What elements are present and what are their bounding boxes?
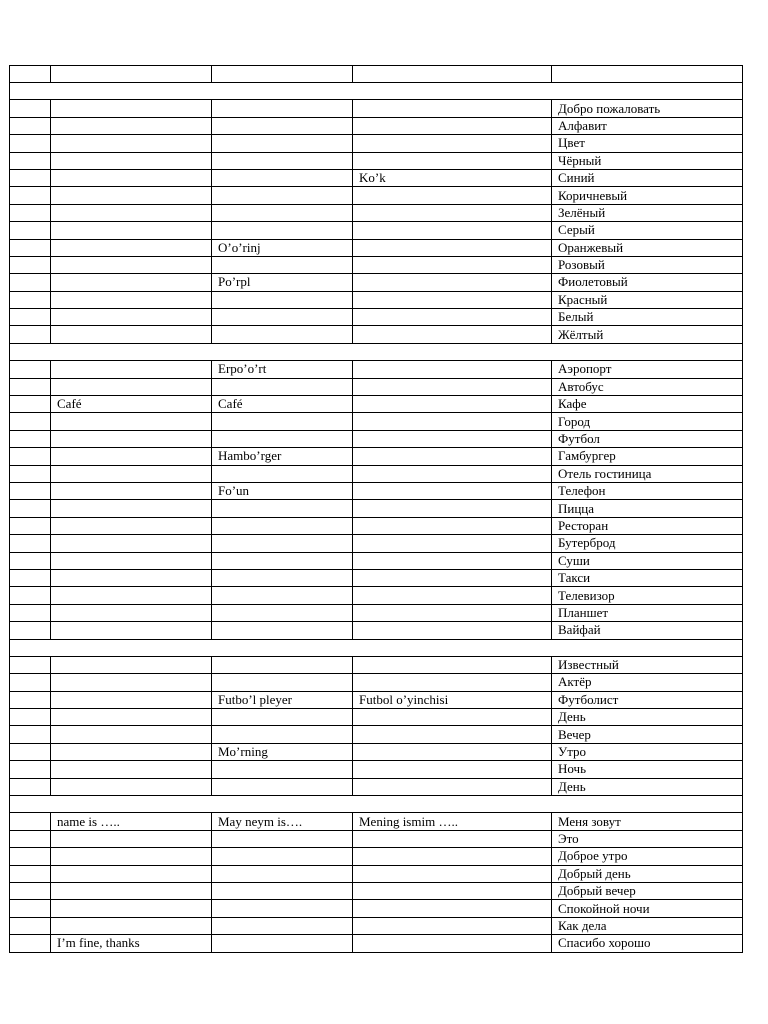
cell-russian: Известный — [552, 656, 743, 673]
cell-russian: Бутерброд — [552, 535, 743, 552]
cell-number — [10, 569, 51, 586]
cell-uzbek: Mening ismim ….. — [353, 813, 552, 830]
cell-english — [51, 291, 212, 308]
table-row — [10, 691, 743, 708]
cell-number — [10, 900, 51, 917]
cell-uzbek — [353, 396, 552, 413]
cell-pronunciation — [212, 117, 353, 134]
cell-number — [10, 204, 51, 221]
cell-pronunciation — [212, 135, 353, 152]
table-row — [10, 761, 743, 778]
cell-english — [51, 674, 212, 691]
cell-russian: Доброе утро — [552, 848, 743, 865]
cell-uzbek — [353, 743, 552, 760]
cell-number — [10, 274, 51, 291]
cell-english — [51, 535, 212, 552]
table-row — [10, 100, 743, 117]
cell-english — [51, 709, 212, 726]
cell-number — [10, 917, 51, 934]
table-row — [10, 587, 743, 604]
cell-uzbek — [353, 117, 552, 134]
cell-russian: Футбол — [552, 430, 743, 447]
table-row — [10, 326, 743, 343]
cell-english — [51, 169, 212, 186]
cell-uzbek — [353, 709, 552, 726]
cell-number — [10, 378, 51, 395]
cell-uzbek — [353, 326, 552, 343]
cell-pronunciation — [212, 622, 353, 639]
cell-number — [10, 448, 51, 465]
table-row — [10, 396, 743, 413]
table-row — [10, 882, 743, 899]
cell-english — [51, 500, 212, 517]
cell-russian: Коричневый — [552, 187, 743, 204]
cell-uzbek — [353, 361, 552, 378]
cell-pronunciation — [212, 569, 353, 586]
cell-uzbek — [353, 761, 552, 778]
cell-pronunciation: May neym is…. — [212, 813, 353, 830]
cell-uzbek — [353, 413, 552, 430]
cell-uzbek — [353, 152, 552, 169]
table-row — [10, 552, 743, 569]
table-row — [10, 569, 743, 586]
cell-uzbek — [353, 482, 552, 499]
cell-uzbek — [353, 778, 552, 795]
cell-number — [10, 848, 51, 865]
cell-russian: Пицца — [552, 500, 743, 517]
cell-uzbek — [353, 256, 552, 273]
table-row — [10, 813, 743, 830]
table-row — [10, 187, 743, 204]
cell-english — [51, 152, 212, 169]
cell-pronunciation — [212, 917, 353, 934]
cell-russian: Добро пожаловать — [552, 100, 743, 117]
table-row — [10, 222, 743, 239]
section-separator-row — [10, 796, 743, 813]
table-row — [10, 848, 743, 865]
cell-english — [51, 761, 212, 778]
section-separator-cell — [10, 796, 743, 813]
cell-pronunciation — [212, 900, 353, 917]
cell-number — [10, 709, 51, 726]
table-row — [10, 935, 743, 952]
vocabulary-table — [9, 65, 743, 953]
cell-pronunciation — [212, 761, 353, 778]
cell-uzbek: Futbol o’yinchisi — [353, 691, 552, 708]
cell-number — [10, 761, 51, 778]
cell-number — [10, 152, 51, 169]
cell-uzbek — [353, 448, 552, 465]
table-row — [10, 465, 743, 482]
cell-uzbek — [353, 274, 552, 291]
cell-uzbek — [353, 517, 552, 534]
cell-pronunciation: Café — [212, 396, 353, 413]
cell-english — [51, 726, 212, 743]
cell-number — [10, 726, 51, 743]
cell-russian: День — [552, 778, 743, 795]
cell-english — [51, 604, 212, 621]
cell-uzbek — [353, 674, 552, 691]
cell-english — [51, 848, 212, 865]
vocabulary-table-body — [10, 66, 743, 953]
cell-russian: Жёлтый — [552, 326, 743, 343]
cell-number — [10, 413, 51, 430]
cell-uzbek — [353, 569, 552, 586]
table-row — [10, 517, 743, 534]
cell-pronunciation — [212, 187, 353, 204]
cell-number — [10, 865, 51, 882]
cell-english — [51, 222, 212, 239]
cell-number — [10, 187, 51, 204]
cell-pronunciation — [212, 256, 353, 273]
cell-pronunciation: Po’rpl — [212, 274, 353, 291]
table-row — [10, 117, 743, 134]
cell-number — [10, 291, 51, 308]
cell-number — [10, 465, 51, 482]
cell-pronunciation — [212, 935, 353, 952]
table-row — [10, 448, 743, 465]
cell-number — [10, 535, 51, 552]
table-row — [10, 256, 743, 273]
table-row — [10, 726, 743, 743]
cell-number — [10, 552, 51, 569]
cell-english — [51, 326, 212, 343]
cell-number — [10, 691, 51, 708]
cell-number — [10, 135, 51, 152]
cell-number — [10, 309, 51, 326]
cell-russian: Фиолетовый — [552, 274, 743, 291]
cell-english — [51, 204, 212, 221]
cell-uzbek — [353, 204, 552, 221]
section-separator-cell — [10, 343, 743, 360]
cell-russian: День — [552, 709, 743, 726]
cell-pronunciation — [212, 378, 353, 395]
cell-pronunciation — [212, 882, 353, 899]
cell-russian: Оранжевый — [552, 239, 743, 256]
cell-uzbek — [353, 222, 552, 239]
cell-english — [51, 517, 212, 534]
cell-pronunciation — [212, 709, 353, 726]
cell-pronunciation — [212, 865, 353, 882]
cell-russian: Утро — [552, 743, 743, 760]
cell-russian: Телевизор — [552, 587, 743, 604]
cell-pronunciation — [212, 326, 353, 343]
cell-number — [10, 430, 51, 447]
cell-pronunciation — [212, 535, 353, 552]
cell-pronunciation: Mo’rning — [212, 743, 353, 760]
cell-pronunciation — [212, 778, 353, 795]
cell-uzbek: Ko’k — [353, 169, 552, 186]
table-row — [10, 604, 743, 621]
cell-russian: Добрый день — [552, 865, 743, 882]
cell-uzbek — [353, 900, 552, 917]
table-row — [10, 274, 743, 291]
cell-english — [51, 622, 212, 639]
cell-number — [10, 587, 51, 604]
cell-number — [10, 256, 51, 273]
cell-uzbek — [353, 100, 552, 117]
cell-russian: Цвет — [552, 135, 743, 152]
cell-russian: Меня зовут — [552, 813, 743, 830]
cell-pronunciation — [212, 500, 353, 517]
cell-russian: Розовый — [552, 256, 743, 273]
cell-english — [51, 239, 212, 256]
cell-pronunciation — [212, 291, 353, 308]
cell-russian: Спасибо хорошо — [552, 935, 743, 952]
cell-russian: Футболист — [552, 691, 743, 708]
cell-uzbek — [353, 430, 552, 447]
table-row — [10, 656, 743, 673]
table-row — [10, 674, 743, 691]
cell-russian: Актёр — [552, 674, 743, 691]
cell-pronunciation — [212, 830, 353, 847]
table-row — [10, 743, 743, 760]
cell-uzbek — [353, 656, 552, 673]
cell-english — [51, 552, 212, 569]
cell-russian: Отель гостиница — [552, 465, 743, 482]
cell-number — [10, 830, 51, 847]
cell-russian: Серый — [552, 222, 743, 239]
cell-number — [10, 100, 51, 117]
cell-russian: Гамбургер — [552, 448, 743, 465]
cell-pronunciation — [212, 465, 353, 482]
cell-russian: Аэропорт — [552, 361, 743, 378]
table-row — [10, 204, 743, 221]
cell-russian: Планшет — [552, 604, 743, 621]
cell-russian: Спокойной ночи — [552, 900, 743, 917]
table-row — [10, 865, 743, 882]
cell-russian: Такси — [552, 569, 743, 586]
section-separator-cell — [10, 83, 743, 100]
cell-russian: Это — [552, 830, 743, 847]
cell-pronunciation — [212, 656, 353, 673]
cell-number — [10, 396, 51, 413]
cell-uzbek — [353, 552, 552, 569]
table-row — [10, 309, 743, 326]
cell-pronunciation — [212, 100, 353, 117]
cell-pronunciation — [212, 604, 353, 621]
cell-english — [51, 917, 212, 934]
cell-pronunciation — [212, 413, 353, 430]
cell-pronunciation: Fo’un — [212, 482, 353, 499]
table-row — [10, 378, 743, 395]
cell-russian: Добрый вечер — [552, 882, 743, 899]
cell-number — [10, 239, 51, 256]
cell-russian: Белый — [552, 309, 743, 326]
cell-uzbek — [353, 135, 552, 152]
cell-number — [10, 882, 51, 899]
table-row — [10, 900, 743, 917]
cell-uzbek — [353, 726, 552, 743]
cell-uzbek — [353, 291, 552, 308]
table-row — [10, 135, 743, 152]
cell-english — [51, 778, 212, 795]
cell-russian: Вайфай — [552, 622, 743, 639]
cell-number — [10, 622, 51, 639]
header-cell-uzbek — [353, 66, 552, 83]
cell-english — [51, 135, 212, 152]
cell-english — [51, 691, 212, 708]
cell-english — [51, 882, 212, 899]
cell-uzbek — [353, 604, 552, 621]
cell-uzbek — [353, 882, 552, 899]
cell-english: name is ….. — [51, 813, 212, 830]
cell-uzbek — [353, 309, 552, 326]
cell-uzbek — [353, 500, 552, 517]
cell-english — [51, 256, 212, 273]
cell-english — [51, 117, 212, 134]
cell-russian: Ресторан — [552, 517, 743, 534]
cell-english — [51, 900, 212, 917]
cell-russian: Алфавит — [552, 117, 743, 134]
cell-russian: Суши — [552, 552, 743, 569]
cell-english — [51, 587, 212, 604]
cell-number — [10, 169, 51, 186]
table-row — [10, 535, 743, 552]
cell-english — [51, 656, 212, 673]
header-cell-english — [51, 66, 212, 83]
table-row — [10, 500, 743, 517]
cell-pronunciation: Hambo’rger — [212, 448, 353, 465]
header-cell-pronunciation — [212, 66, 353, 83]
cell-russian: Чёрный — [552, 152, 743, 169]
table-row — [10, 709, 743, 726]
cell-uzbek — [353, 535, 552, 552]
table-row — [10, 830, 743, 847]
cell-number — [10, 326, 51, 343]
cell-pronunciation: Erpo’o’rt — [212, 361, 353, 378]
cell-pronunciation — [212, 222, 353, 239]
cell-uzbek — [353, 187, 552, 204]
section-separator-row — [10, 83, 743, 100]
cell-english — [51, 100, 212, 117]
cell-pronunciation — [212, 517, 353, 534]
cell-english — [51, 865, 212, 882]
table-row — [10, 917, 743, 934]
table-row — [10, 152, 743, 169]
cell-russian: Вечер — [552, 726, 743, 743]
cell-english — [51, 378, 212, 395]
cell-pronunciation — [212, 204, 353, 221]
cell-number — [10, 656, 51, 673]
table-row — [10, 239, 743, 256]
table-row — [10, 622, 743, 639]
cell-english — [51, 569, 212, 586]
table-row — [10, 778, 743, 795]
cell-uzbek — [353, 587, 552, 604]
cell-number — [10, 813, 51, 830]
cell-russian: Синий — [552, 169, 743, 186]
cell-pronunciation: O’o’rinj — [212, 239, 353, 256]
table-row — [10, 291, 743, 308]
cell-uzbek — [353, 239, 552, 256]
table-row — [10, 430, 743, 447]
cell-english — [51, 413, 212, 430]
cell-pronunciation — [212, 430, 353, 447]
table-row — [10, 169, 743, 186]
cell-english — [51, 448, 212, 465]
cell-uzbek — [353, 830, 552, 847]
table-row — [10, 482, 743, 499]
cell-number — [10, 743, 51, 760]
cell-number — [10, 500, 51, 517]
cell-english — [51, 274, 212, 291]
cell-uzbek — [353, 935, 552, 952]
cell-russian: Автобус — [552, 378, 743, 395]
cell-number — [10, 117, 51, 134]
cell-number — [10, 361, 51, 378]
cell-english — [51, 465, 212, 482]
cell-english — [51, 830, 212, 847]
cell-english — [51, 430, 212, 447]
cell-english — [51, 361, 212, 378]
cell-russian: Ночь — [552, 761, 743, 778]
cell-number — [10, 674, 51, 691]
cell-pronunciation — [212, 552, 353, 569]
table-header-row — [10, 66, 743, 83]
cell-pronunciation — [212, 152, 353, 169]
cell-uzbek — [353, 865, 552, 882]
cell-number — [10, 604, 51, 621]
cell-number — [10, 482, 51, 499]
cell-pronunciation — [212, 848, 353, 865]
cell-english — [51, 482, 212, 499]
table-row — [10, 413, 743, 430]
cell-pronunciation — [212, 674, 353, 691]
section-separator-cell — [10, 639, 743, 656]
cell-number — [10, 778, 51, 795]
header-cell-russian — [552, 66, 743, 83]
cell-number — [10, 222, 51, 239]
table-row — [10, 361, 743, 378]
cell-pronunciation — [212, 587, 353, 604]
cell-pronunciation — [212, 169, 353, 186]
cell-uzbek — [353, 848, 552, 865]
cell-number — [10, 517, 51, 534]
cell-english — [51, 743, 212, 760]
cell-pronunciation — [212, 309, 353, 326]
cell-russian: Зелёный — [552, 204, 743, 221]
cell-russian: Красный — [552, 291, 743, 308]
cell-uzbek — [353, 917, 552, 934]
cell-russian: Телефон — [552, 482, 743, 499]
cell-uzbek — [353, 378, 552, 395]
cell-uzbek — [353, 622, 552, 639]
cell-russian: Город — [552, 413, 743, 430]
cell-number — [10, 935, 51, 952]
cell-pronunciation — [212, 726, 353, 743]
section-separator-row — [10, 639, 743, 656]
header-cell-number — [10, 66, 51, 83]
cell-russian: Кафе — [552, 396, 743, 413]
cell-english: Café — [51, 396, 212, 413]
cell-english — [51, 309, 212, 326]
cell-english — [51, 187, 212, 204]
cell-uzbek — [353, 465, 552, 482]
section-separator-row — [10, 343, 743, 360]
cell-russian: Как дела — [552, 917, 743, 934]
cell-english: I’m fine, thanks — [51, 935, 212, 952]
cell-pronunciation: Futbo’l pleyer — [212, 691, 353, 708]
